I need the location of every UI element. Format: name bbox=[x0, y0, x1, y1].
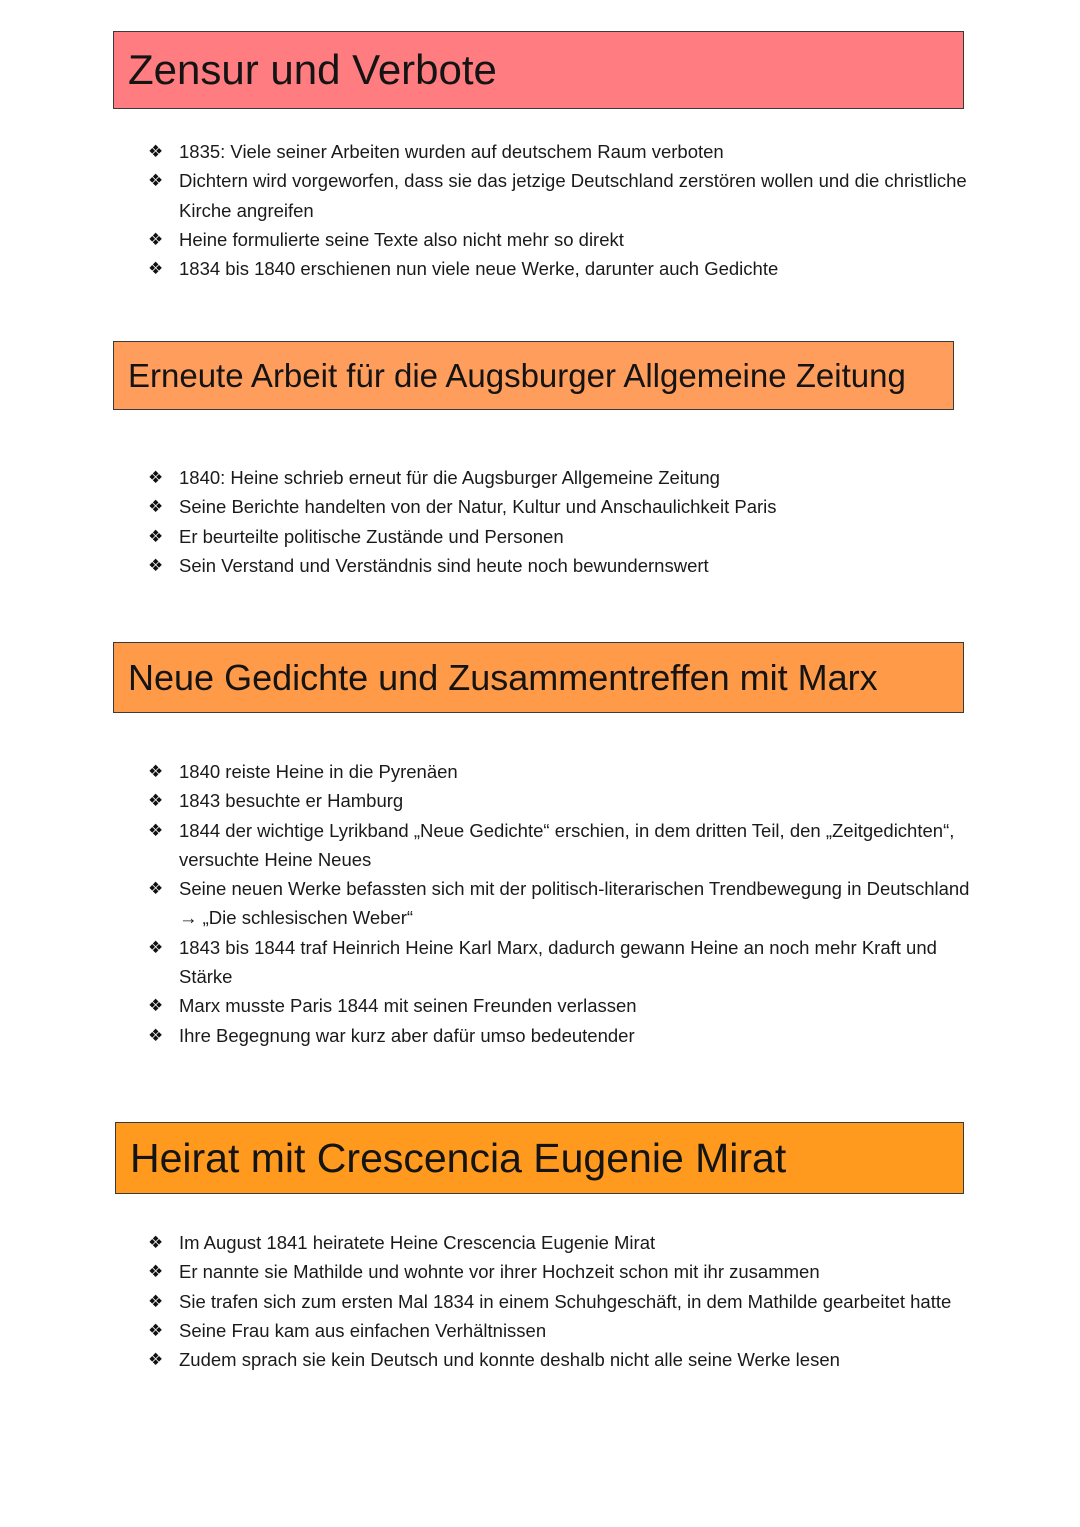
bullet-list-zensur bbox=[148, 137, 978, 283]
list-item bbox=[148, 874, 978, 933]
list-item bbox=[148, 816, 978, 875]
section-heading-neue-gedichte: Neue Gedichte und Zusammentreffen mit Marx bbox=[113, 642, 964, 713]
list-item-text: Ihre Begegnung war kurz aber dafür umso bedeutender bbox=[179, 1024, 635, 1046]
diamond-four-bullet-icon: ❖ bbox=[148, 229, 164, 249]
list-item bbox=[148, 1287, 978, 1316]
diamond-four-bullet-icon: ❖ bbox=[148, 879, 164, 899]
diamond-four-bullet-icon: ❖ bbox=[148, 497, 164, 517]
list-item bbox=[148, 1021, 978, 1050]
list-item bbox=[148, 492, 978, 521]
list-item-text: 1840: Heine schrieb erneut für die Augsburger Allgemeine Zeitung bbox=[179, 467, 720, 488]
list-item bbox=[148, 463, 978, 492]
list-item-text: 1844 der wichtige Lyrikband „Neue Gedichte“ erschien, in dem dritten Teil, den „Zeitgedichten“, versuchte Heine Neues bbox=[179, 819, 955, 870]
diamond-four-bullet-icon: ❖ bbox=[148, 1233, 164, 1252]
list-item bbox=[148, 1257, 978, 1286]
list-item-text: Im August 1841 heiratete Heine Crescencia Eugenie Mirat bbox=[179, 1232, 656, 1253]
list-item-text: Zudem sprach sie kein Deutsch und konnte deshalb nicht alle seine Werke lesen bbox=[179, 1349, 840, 1371]
bullet-list-neue-gedichte bbox=[148, 757, 978, 1050]
list-item-text: Seine neuen Werke befassten sich mit der politisch-literarischen Trendbewegung in Deutschland → „Die schlesischen Weber“ bbox=[179, 878, 970, 929]
diamond-four-bullet-icon: ❖ bbox=[148, 820, 164, 840]
list-item-text: Heine formulierte seine Texte also nicht mehr so direkt bbox=[179, 228, 624, 250]
list-item-text: Er nannte sie Mathilde und wohnte vor ihrer Hochzeit schon mit ihr zusammen bbox=[179, 1261, 820, 1283]
list-item bbox=[148, 137, 978, 166]
bullet-list-heirat bbox=[148, 1228, 978, 1374]
diamond-four-bullet-icon: ❖ bbox=[148, 791, 164, 811]
diamond-four-bullet-icon: ❖ bbox=[148, 1025, 164, 1045]
list-item-text: 1843 bis 1844 traf Heinrich Heine Karl Marx, dadurch gewann Heine an noch mehr Kraft und Stärke bbox=[179, 936, 937, 988]
list-item bbox=[148, 757, 978, 786]
list-item-text: 1843 besuchte er Hamburg bbox=[179, 790, 404, 812]
diamond-four-bullet-icon: ❖ bbox=[148, 526, 164, 546]
diamond-four-bullet-icon: ❖ bbox=[148, 259, 164, 279]
diamond-four-bullet-icon: ❖ bbox=[148, 762, 164, 781]
list-item bbox=[148, 786, 978, 815]
diamond-four-bullet-icon: ❖ bbox=[148, 1350, 164, 1370]
list-item-text: Er beurteilte politische Zustände und Personen bbox=[179, 525, 564, 547]
list-item bbox=[148, 522, 978, 551]
list-item-text: Seine Frau kam aus einfachen Verhältnissen bbox=[179, 1319, 547, 1341]
list-item bbox=[148, 254, 978, 283]
list-item bbox=[148, 225, 978, 254]
list-item-text: Seine Berichte handelten von der Natur, Kultur und Anschaulichkeit Paris bbox=[179, 496, 777, 518]
section-heading-heirat: Heirat mit Crescencia Eugenie Mirat bbox=[115, 1122, 964, 1194]
list-item-text: 1835: Viele seiner Arbeiten wurden auf deutschem Raum verboten bbox=[179, 141, 724, 162]
diamond-four-bullet-icon: ❖ bbox=[148, 1291, 164, 1311]
section-heading-augsburger-zeitung: Erneute Arbeit für die Augsburger Allgemeine Zeitung bbox=[113, 341, 954, 410]
list-item bbox=[148, 1345, 978, 1374]
list-item-text: Sein Verstand und Verständnis sind heute noch bewundernswert bbox=[179, 554, 709, 576]
bullet-list-augsburger-zeitung bbox=[148, 463, 978, 580]
list-item bbox=[148, 166, 978, 225]
list-item-text: 1834 bis 1840 erschienen nun viele neue Werke, darunter auch Gedichte bbox=[179, 258, 779, 280]
list-item bbox=[148, 551, 978, 580]
diamond-four-bullet-icon: ❖ bbox=[148, 468, 164, 487]
list-item bbox=[148, 1228, 978, 1257]
list-item-text: 1840 reiste Heine in die Pyrenäen bbox=[179, 761, 458, 782]
diamond-four-bullet-icon: ❖ bbox=[148, 1262, 164, 1282]
diamond-four-bullet-icon: ❖ bbox=[148, 996, 164, 1016]
list-item bbox=[148, 933, 978, 992]
list-item-text: Marx musste Paris 1844 mit seinen Freunden verlassen bbox=[179, 995, 637, 1017]
list-item-text: Dichtern wird vorgeworfen, dass sie das jetzige Deutschland zerstören wollen und die christliche Kirche angreifen bbox=[179, 170, 967, 221]
diamond-four-bullet-icon: ❖ bbox=[148, 142, 164, 161]
diamond-four-bullet-icon: ❖ bbox=[148, 937, 164, 957]
list-item-text: Sie trafen sich zum ersten Mal 1834 in einem Schuhgeschäft, in dem Mathilde gearbeitet hatte bbox=[179, 1290, 952, 1312]
list-item bbox=[148, 991, 978, 1020]
diamond-four-bullet-icon: ❖ bbox=[148, 171, 164, 191]
section-heading-zensur: Zensur und Verbote bbox=[113, 31, 964, 109]
diamond-four-bullet-icon: ❖ bbox=[148, 555, 164, 575]
list-item bbox=[148, 1316, 978, 1345]
diamond-four-bullet-icon: ❖ bbox=[148, 1320, 164, 1340]
